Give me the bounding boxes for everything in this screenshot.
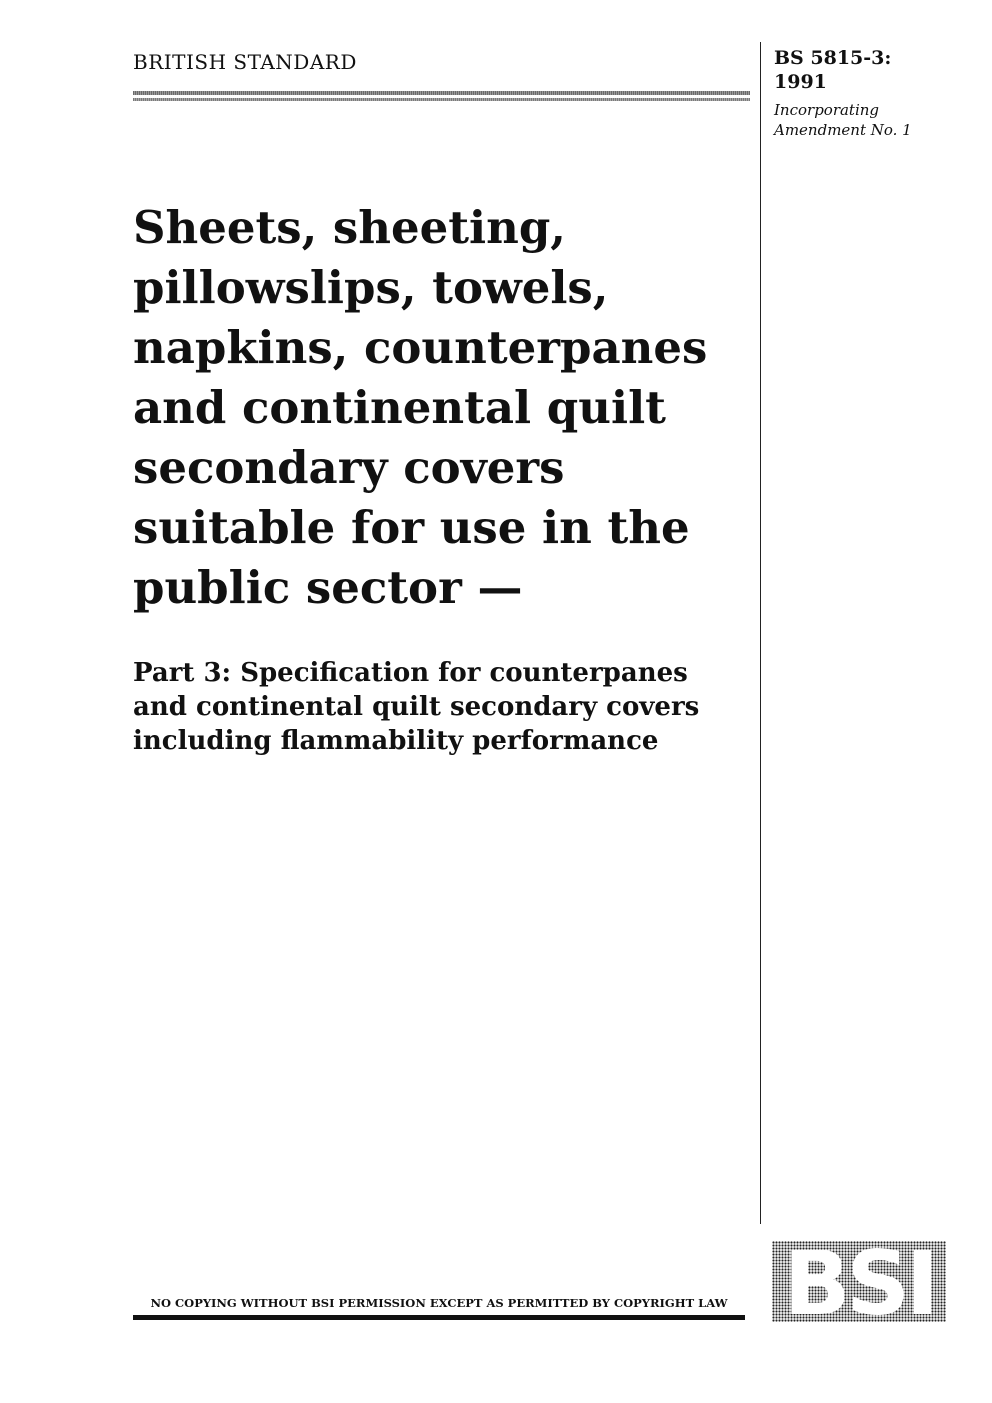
bsi-logo-icon [772,1241,946,1322]
amendment-note-line1: Incorporating [774,101,880,119]
standard-number-code: BS 5815-3: [774,47,892,69]
document-type-label: BRITISH STANDARD [133,50,357,74]
standard-number-year: 1991 [774,71,827,93]
column-divider [760,42,761,1224]
document-subtitle: Part 3: Specification for counterpanes and continental quilt secondary covers including flammability performance [133,658,700,756]
bsi-logo-text: BSI [783,1241,935,1322]
footer-rule [133,1315,745,1320]
copyright-notice: NO COPYING WITHOUT BSI PERMISSION EXCEPT AS PERMITTED BY COPYRIGHT LAW [150,1296,728,1310]
standard-number [774,46,891,94]
amendment-note [774,100,912,140]
amendment-note-line2: Amendment No. 1 [774,121,912,139]
header-rule-thick [133,91,750,95]
header-rule-thin [133,98,750,101]
document-title: Sheets, sheeting, pillowslips, towels, napkins, counterpanes and continental quilt secondary covers suitable for use in the public sector — [133,201,708,614]
